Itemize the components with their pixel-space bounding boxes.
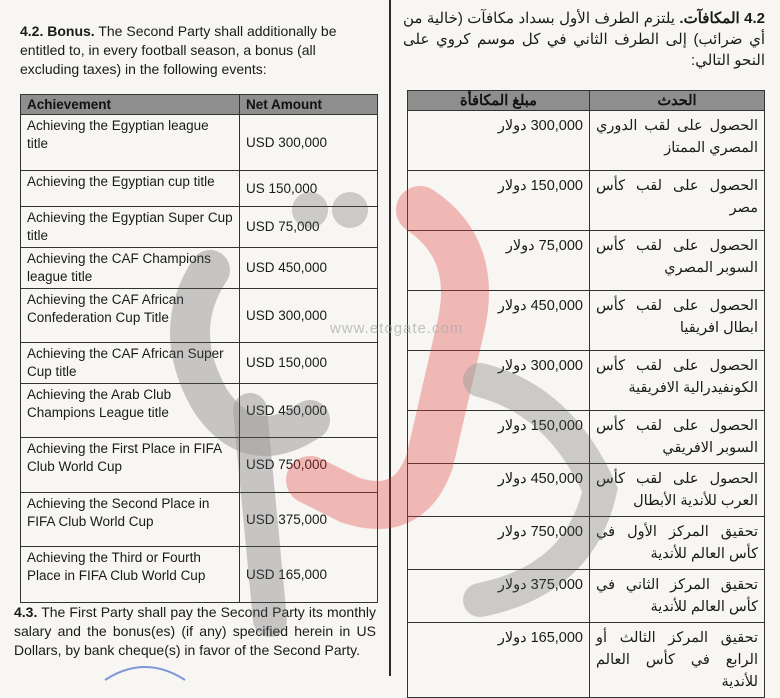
clause-text: يلتزم الطرف الأول بسداد مكافآت (خالية من أي ضرائب) إلى الطرف الثاني في كل موسم كروي على النحو التالي: (403, 10, 765, 69)
event-cell: الحصول على لقب الدوري المصري الممتاز (590, 111, 765, 171)
bonus-table-ar (407, 90, 765, 698)
bonus-clause-en (20, 22, 378, 79)
clause-number: 4.2. (20, 23, 44, 39)
watermark-url: www.etogate.com (330, 320, 464, 337)
event-cell: الحصول على لقب كأس السوبر المصري (590, 231, 765, 291)
table-row (21, 248, 378, 289)
table-row (408, 231, 765, 291)
header-net-amount: Net Amount (240, 95, 378, 115)
table-row (408, 570, 765, 623)
header-achievement: Achievement (21, 95, 240, 115)
event-cell: الحصول على لقب كأس مصر (590, 171, 765, 231)
amount-cell: 450,000 دولار (408, 291, 590, 351)
amount-cell: 150,000 دولار (408, 411, 590, 464)
clause-title: Bonus. (47, 23, 95, 39)
amount-cell: 300,000 دولار (408, 351, 590, 411)
clause-text: The Second Party shall additionally be entitled to, in every football season, a bonus (all excluding taxes) in the following events: (20, 23, 337, 77)
clause-number: 4.2 (744, 10, 766, 27)
table-row (408, 464, 765, 517)
achievement-cell: Achieving the CAF Champions league title (21, 248, 240, 289)
amount-cell: USD 165,000 (240, 547, 378, 603)
amount-cell: USD 750,000 (240, 438, 378, 493)
event-cell: تحقيق المركز الثاني في كأس العالم للأندية (590, 570, 765, 623)
amount-cell: 375,000 دولار (408, 570, 590, 623)
header-bonus-amount: مبلغ المكافأة (408, 91, 590, 111)
table-row (21, 115, 378, 171)
table-row (21, 343, 378, 384)
amount-cell: USD 300,000 (240, 289, 378, 343)
amount-cell: USD 450,000 (240, 248, 378, 289)
table-row (408, 623, 765, 698)
achievement-cell: Achieving the Egyptian cup title (21, 171, 240, 207)
achievement-cell: Achieving the First Place in FIFA Club World Cup (21, 438, 240, 493)
amount-cell: 750,000 دولار (408, 517, 590, 570)
amount-cell: US 150,000 (240, 171, 378, 207)
table-row (408, 517, 765, 570)
table-row (408, 411, 765, 464)
amount-cell: USD 450,000 (240, 384, 378, 438)
achievement-cell: Achieving the Egyptian league title (21, 115, 240, 171)
achievement-cell: Achieving the Arab Club Champions League title (21, 384, 240, 438)
table-row (21, 547, 378, 603)
table-row (21, 493, 378, 547)
amount-cell: 300,000 دولار (408, 111, 590, 171)
amount-cell: 75,000 دولار (408, 231, 590, 291)
event-cell: الحصول على لقب كأس الكونفيدرالية الافريقية (590, 351, 765, 411)
amount-cell: USD 150,000 (240, 343, 378, 384)
column-divider (389, 0, 391, 676)
amount-cell: USD 300,000 (240, 115, 378, 171)
amount-cell: 165,000 دولار (408, 623, 590, 698)
event-cell: الحصول على لقب كأس السوبر الافريقي (590, 411, 765, 464)
achievement-cell: Achieving the CAF African Confederation Cup Title (21, 289, 240, 343)
event-cell: الحصول على لقب كأس العرب للأندية الأبطال (590, 464, 765, 517)
clause-title: المكافآت. (679, 10, 740, 27)
event-cell: الحصول على لقب كأس ابطال افريقيا (590, 291, 765, 351)
clause-text: The First Party shall pay the Second Party its monthly salary and the bonus(es) (if any) specified herein in US Dollars, by bank cheque(s) in favor of the Second Party. (14, 604, 377, 658)
table-row (21, 438, 378, 493)
table-row (21, 384, 378, 438)
bonus-clause-ar (403, 8, 765, 71)
achievement-cell: Achieving the Second Place in FIFA Club World Cup (21, 493, 240, 547)
table-row (21, 171, 378, 207)
stamp-icon (100, 652, 190, 682)
achievement-cell: Achieving the CAF African Super Cup title (21, 343, 240, 384)
event-cell: تحقيق المركز الثالث أو الرابع في كأس العالم للأندية (590, 623, 765, 698)
payment-clause-en (14, 603, 376, 660)
header-event: الحدث (590, 91, 765, 111)
achievement-cell: Achieving the Third or Fourth Place in FIFA Club World Cup (21, 547, 240, 603)
table-row (408, 351, 765, 411)
clause-number: 4.3. (14, 604, 38, 620)
amount-cell: 450,000 دولار (408, 464, 590, 517)
table-row (408, 111, 765, 171)
table-row (21, 289, 378, 343)
event-cell: تحقيق المركز الأول في كأس العالم للأندية (590, 517, 765, 570)
table-row (21, 207, 378, 248)
table-header-row (21, 95, 378, 115)
table-header-row (408, 91, 765, 111)
bonus-table-en (20, 94, 378, 603)
achievement-cell: Achieving the Egyptian Super Cup title (21, 207, 240, 248)
amount-cell: 150,000 دولار (408, 171, 590, 231)
table-row (408, 171, 765, 231)
amount-cell: USD 375,000 (240, 493, 378, 547)
amount-cell: USD 75,000 (240, 207, 378, 248)
